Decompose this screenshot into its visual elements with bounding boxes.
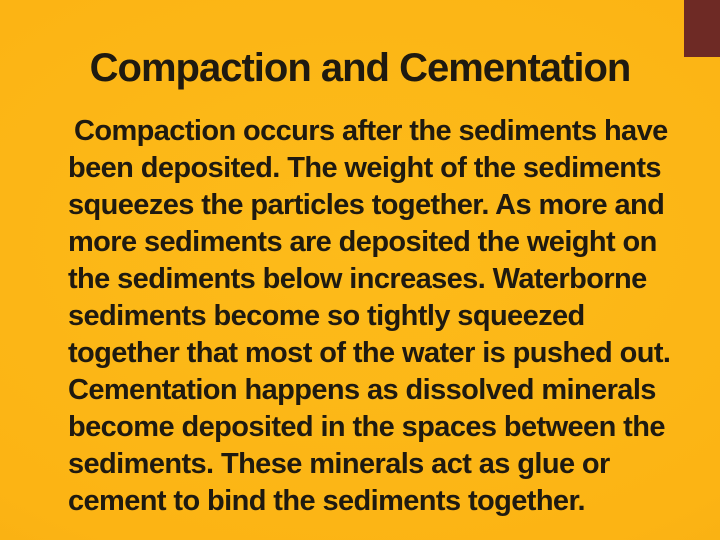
body-line: Compaction occurs after the sediments have xyxy=(74,115,668,147)
body-line: sediments become so tightly squeezed xyxy=(68,300,585,332)
slide-title: Compaction and Cementation xyxy=(89,46,631,90)
slide-body xyxy=(68,113,671,520)
body-line: the sediments below increases. Waterborne xyxy=(68,263,647,295)
body-line: become deposited in the spaces between the xyxy=(68,411,665,443)
body-line: squeezes the particles together. As more and xyxy=(68,189,665,221)
body-line: cement to bind the sediments together. xyxy=(68,485,585,517)
body-line: together that most of the water is pushed out. xyxy=(68,337,671,369)
body-line: more sediments are deposited the weight on xyxy=(68,226,657,258)
body-line: been deposited. The weight of the sediments xyxy=(68,152,661,184)
body-line: Cementation happens as dissolved minerals xyxy=(68,374,656,406)
body-line: sediments. These minerals act as glue or xyxy=(68,448,610,480)
